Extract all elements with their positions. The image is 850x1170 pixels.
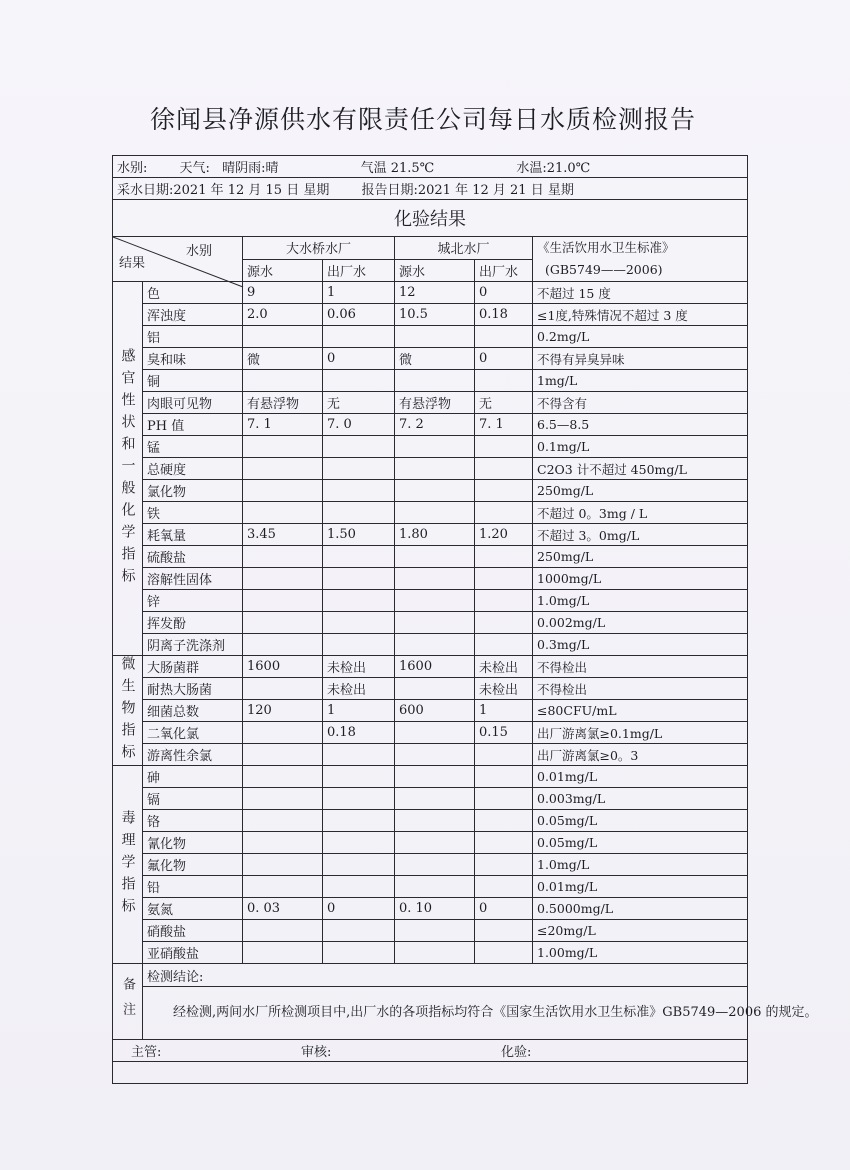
plant1-source-value: 0. 03 [243, 898, 323, 920]
item-name: 砷 [143, 766, 243, 788]
plant1-source-value [243, 942, 323, 964]
table-row [113, 590, 748, 612]
plant1-source-value [243, 722, 323, 744]
plant1-source-value: 120 [243, 700, 323, 722]
standard-value: 不超过 3。0mg/L [533, 524, 748, 546]
standard-value: 不得有异臭异味 [533, 348, 748, 370]
weather-value: 晴阴雨:晴 [222, 161, 279, 176]
table-row [113, 568, 748, 590]
plant1-outlet-value: 未检出 [323, 678, 395, 700]
item-name: 臭和味 [143, 348, 243, 370]
plant1-source-header: 源水 [243, 259, 323, 282]
toxic-category-label: 毒理学指标 [113, 766, 143, 964]
plant1-source-value [243, 876, 323, 898]
plant1-outlet-value [323, 590, 395, 612]
plant2-source-value [395, 942, 475, 964]
header-row-1 [113, 237, 748, 260]
standard-value: 0.1mg/L [533, 436, 748, 458]
plant1-outlet-value: 0 [323, 898, 395, 920]
table-row [113, 612, 748, 634]
standard-value: 不得检出 [533, 656, 748, 678]
item-name: 总硬度 [143, 458, 243, 480]
plant2-source-value [395, 612, 475, 634]
plant2-outlet-value [475, 942, 533, 964]
meta-row-1 [113, 156, 748, 178]
blank-cell [113, 1062, 748, 1084]
item-name: 氟化物 [143, 854, 243, 876]
report-date: 报告日期:2021 年 12 月 21 日 星期 [361, 183, 574, 198]
plant1-outlet-value [323, 480, 395, 502]
plant1-source-value [243, 744, 323, 766]
table-row [113, 876, 748, 898]
plant1-outlet-header: 出厂水 [323, 259, 395, 282]
plant1-outlet-value [323, 766, 395, 788]
item-name: 浑浊度 [143, 304, 243, 326]
plant2-outlet-value [475, 480, 533, 502]
table-row [113, 854, 748, 876]
plant1-outlet-value [323, 612, 395, 634]
plant1-outlet-value [323, 854, 395, 876]
plant1-source-value: 7. 1 [243, 414, 323, 436]
plant1-outlet-value [323, 436, 395, 458]
plant1-source-value [243, 502, 323, 524]
sample-date: 采水日期:2021 年 12 月 15 日 星期 [117, 183, 330, 198]
plant1-outlet-value [323, 634, 395, 656]
blank-row [113, 1062, 748, 1084]
item-name: 锰 [143, 436, 243, 458]
plant2-source-value [395, 766, 475, 788]
item-name: 镉 [143, 788, 243, 810]
plant1-source-value [243, 436, 323, 458]
tester-label: 化验: [501, 1045, 532, 1060]
plant1-outlet-value: 1.50 [323, 524, 395, 546]
table-row [113, 370, 748, 392]
standard-value: 250mg/L [533, 546, 748, 568]
standard-value: 1.0mg/L [533, 590, 748, 612]
plant2-source-value [395, 788, 475, 810]
table-row [113, 392, 748, 414]
meta-row-2 [113, 178, 748, 200]
conclusion-text: 经检测,两间水厂所检测项目中,出厂水的各项指标均符合《国家生活饮用水卫生标准》GB5749—2006 的规定。 [143, 987, 748, 1040]
item-name: 锌 [143, 590, 243, 612]
plant1-source-value [243, 590, 323, 612]
standard-value: 不超过 0。3mg / L [533, 502, 748, 524]
water-temperature: 水温:21.0℃ [516, 161, 591, 176]
plant2-outlet-value [475, 458, 533, 480]
table-row [113, 788, 748, 810]
plant2-source-value: 600 [395, 700, 475, 722]
item-name: 铜 [143, 370, 243, 392]
table-row [113, 304, 748, 326]
plant1-source-value: 1600 [243, 656, 323, 678]
plant2-outlet-value [475, 832, 533, 854]
plant2-source-value: 1600 [395, 656, 475, 678]
table-row [113, 810, 748, 832]
general-category-label: 感官性状和一般化学指标 [113, 282, 143, 656]
plant2-outlet-value [475, 788, 533, 810]
plant2-source-value [395, 876, 475, 898]
item-name: 硫酸盐 [143, 546, 243, 568]
plant1-outlet-value: 0 [323, 348, 395, 370]
section-title-row [113, 200, 748, 237]
plant2-source-value [395, 744, 475, 766]
table-row [113, 524, 748, 546]
plant2-outlet-value: 0 [475, 898, 533, 920]
plant2-source-value [395, 370, 475, 392]
plant2-source-value [395, 832, 475, 854]
plant1-outlet-value [323, 788, 395, 810]
item-name: 硝酸盐 [143, 920, 243, 942]
plant1-source-value: 有悬浮物 [243, 392, 323, 414]
table-row [113, 920, 748, 942]
item-name: 溶解性固体 [143, 568, 243, 590]
plant2-source-value [395, 480, 475, 502]
plant2-source-value: 12 [395, 282, 475, 304]
plant2-outlet-value [475, 876, 533, 898]
plant2-source-value [395, 458, 475, 480]
standard-title: 《生活饮用水卫生标准》 [537, 240, 675, 255]
plant1-outlet-value [323, 832, 395, 854]
plant2-outlet-value [475, 502, 533, 524]
header-water-type: 水别 [185, 244, 212, 259]
plant2-outlet-value [475, 370, 533, 392]
plant1-source-value [243, 458, 323, 480]
plant2-outlet-value: 7. 1 [475, 414, 533, 436]
table-row [113, 656, 748, 678]
plant2-source-value: 0. 10 [395, 898, 475, 920]
plant2-source-value [395, 326, 475, 348]
standard-value: 0.002mg/L [533, 612, 748, 634]
plant2-outlet-value: 1 [475, 700, 533, 722]
table-row [113, 898, 748, 920]
plant2-outlet-value: 未检出 [475, 656, 533, 678]
plant1-source-value [243, 480, 323, 502]
table-row [113, 480, 748, 502]
plant2-source-value [395, 568, 475, 590]
plant1-source-value: 2.0 [243, 304, 323, 326]
plant1-source-value [243, 766, 323, 788]
plant2-outlet-value: 0.15 [475, 722, 533, 744]
standard-value: 1mg/L [533, 370, 748, 392]
plant2-source-value: 1.80 [395, 524, 475, 546]
plant1-outlet-value [323, 326, 395, 348]
plant2-source-value [395, 590, 475, 612]
plant2-outlet-value [475, 590, 533, 612]
plant2-outlet-value: 无 [475, 392, 533, 414]
plant2-source-value [395, 436, 475, 458]
standard-value: 0.003mg/L [533, 788, 748, 810]
notes-row [113, 964, 748, 987]
plant2-outlet-value [475, 546, 533, 568]
plant2-outlet-value [475, 920, 533, 942]
table-row [113, 326, 748, 348]
report-title: 徐闻县净源供水有限责任公司每日水质检测报告 [150, 105, 697, 134]
plant2-outlet-value [475, 810, 533, 832]
plant1-source-value [243, 788, 323, 810]
standard-value: 6.5—8.5 [533, 414, 748, 436]
plant2-outlet-header: 出厂水 [475, 259, 533, 282]
header-result: 结果 [119, 256, 146, 271]
plant2-source-value: 微 [395, 348, 475, 370]
table-row [113, 700, 748, 722]
conclusion-row [113, 987, 748, 1040]
plant1-outlet-value [323, 810, 395, 832]
plant1-source-value [243, 678, 323, 700]
plant2-outlet-value: 1.20 [475, 524, 533, 546]
plant1-outlet-value [323, 942, 395, 964]
table-row [113, 348, 748, 370]
plant1-outlet-value: 未检出 [323, 656, 395, 678]
plant1-name: 大水桥水厂 [243, 237, 395, 260]
water-quality-table [112, 155, 818, 1084]
plant2-outlet-value: 0 [475, 348, 533, 370]
plant2-outlet-value [475, 634, 533, 656]
supervisor-label: 主管: [131, 1045, 162, 1060]
standard-value: ≤1度,特殊情况不超过 3 度 [533, 304, 748, 326]
plant1-source-value [243, 920, 323, 942]
standard-value: 0.01mg/L [533, 876, 748, 898]
plant1-outlet-value [323, 876, 395, 898]
standard-value: 0.2mg/L [533, 326, 748, 348]
plant1-outlet-value: 1 [323, 282, 395, 304]
item-name: 铝 [143, 326, 243, 348]
plant2-source-value [395, 502, 475, 524]
item-name: 挥发酚 [143, 612, 243, 634]
table-row [113, 436, 748, 458]
plant2-name: 城北水厂 [395, 237, 533, 260]
item-name: 细菌总数 [143, 700, 243, 722]
standard-value: ≤80CFU/mL [533, 700, 748, 722]
plant1-source-value [243, 568, 323, 590]
plant2-source-value: 10.5 [395, 304, 475, 326]
conclusion-label: 检测结论: [143, 964, 748, 987]
standard-value: 1.0mg/L [533, 854, 748, 876]
plant1-source-value [243, 832, 323, 854]
table-row [113, 766, 748, 788]
table-row [113, 502, 748, 524]
header-diagonal-cell [113, 237, 243, 282]
standard-value: 250mg/L [533, 480, 748, 502]
plant1-outlet-value: 1 [323, 700, 395, 722]
air-temperature: 气温 21.5℃ [360, 161, 435, 176]
item-name: 大肠菌群 [143, 656, 243, 678]
plant1-source-value [243, 370, 323, 392]
plant1-source-value [243, 546, 323, 568]
plant2-outlet-value [475, 612, 533, 634]
standard-value: 不超过 15 度 [533, 282, 748, 304]
plant2-outlet-value [475, 854, 533, 876]
plant2-outlet-value [475, 568, 533, 590]
plant2-outlet-value: 0.18 [475, 304, 533, 326]
item-name: 耐热大肠菌 [143, 678, 243, 700]
micro-category-label: 微生物指标 [113, 656, 143, 766]
item-name: 色 [143, 282, 243, 304]
standard-value: 0.05mg/L [533, 810, 748, 832]
item-name: 肉眼可见物 [143, 392, 243, 414]
standard-value: 0.05mg/L [533, 832, 748, 854]
item-name: 氯化物 [143, 480, 243, 502]
plant2-source-value: 7. 2 [395, 414, 475, 436]
table-row [113, 458, 748, 480]
plant2-source-header: 源水 [395, 259, 475, 282]
plant1-source-value [243, 854, 323, 876]
table-row [113, 546, 748, 568]
item-name: PH 值 [143, 414, 243, 436]
plant1-source-value: 9 [243, 282, 323, 304]
item-name: 耗氧量 [143, 524, 243, 546]
plant1-outlet-value: 0.18 [323, 722, 395, 744]
standard-code: (GB5749——2006) [545, 262, 663, 277]
section-title: 化验结果 [113, 200, 748, 237]
plant1-outlet-value [323, 568, 395, 590]
standard-value: ≤20mg/L [533, 920, 748, 942]
table-row [113, 722, 748, 744]
standard-value: C2O3 计不超过 450mg/L [533, 458, 748, 480]
plant1-source-value [243, 810, 323, 832]
standard-value: 1000mg/L [533, 568, 748, 590]
standard-value: 0.3mg/L [533, 634, 748, 656]
standard-header [533, 237, 748, 282]
table-row [113, 414, 748, 436]
plant2-outlet-value: 未检出 [475, 678, 533, 700]
standard-value: 不得检出 [533, 678, 748, 700]
notes-label: 备注 [113, 964, 143, 1040]
plant1-outlet-value [323, 744, 395, 766]
standard-value: 出厂游离氯≥0。3 [533, 744, 748, 766]
plant1-outlet-value [323, 458, 395, 480]
plant1-outlet-value: 0.06 [323, 304, 395, 326]
weather-label: 天气: [179, 161, 210, 176]
standard-value: 不得含有 [533, 392, 748, 414]
plant2-outlet-value [475, 326, 533, 348]
table-row [113, 744, 748, 766]
plant1-source-value [243, 612, 323, 634]
table-row [113, 634, 748, 656]
plant2-source-value: 有悬浮物 [395, 392, 475, 414]
item-name: 亚硝酸盐 [143, 942, 243, 964]
table-row [113, 678, 748, 700]
plant2-outlet-value [475, 436, 533, 458]
standard-value: 0.5000mg/L [533, 898, 748, 920]
plant1-source-value [243, 326, 323, 348]
plant2-source-value [395, 854, 475, 876]
item-name: 铅 [143, 876, 243, 898]
plant2-source-value [395, 634, 475, 656]
plant1-outlet-value [323, 546, 395, 568]
plant1-source-value: 微 [243, 348, 323, 370]
item-name: 铬 [143, 810, 243, 832]
plant2-source-value [395, 810, 475, 832]
plant2-outlet-value [475, 766, 533, 788]
table-row [113, 942, 748, 964]
plant2-outlet-value [475, 744, 533, 766]
signature-row [113, 1040, 748, 1062]
reviewer-label: 审核: [301, 1045, 332, 1060]
plant1-outlet-value: 无 [323, 392, 395, 414]
plant1-outlet-value [323, 370, 395, 392]
plant1-source-value [243, 634, 323, 656]
item-name: 阴离子洗涤剂 [143, 634, 243, 656]
plant1-outlet-value [323, 920, 395, 942]
plant2-source-value [395, 920, 475, 942]
standard-value: 出厂游离氯≥0.1mg/L [533, 722, 748, 744]
item-name: 游离性余氯 [143, 744, 243, 766]
item-name: 氰化物 [143, 832, 243, 854]
plant1-outlet-value: 7. 0 [323, 414, 395, 436]
water-type-label: 水别: [117, 161, 148, 176]
plant2-source-value [395, 678, 475, 700]
plant2-source-value [395, 546, 475, 568]
standard-value: 0.01mg/L [533, 766, 748, 788]
item-name: 氨氮 [143, 898, 243, 920]
plant2-source-value [395, 722, 475, 744]
plant2-outlet-value: 0 [475, 282, 533, 304]
item-name: 铁 [143, 502, 243, 524]
item-name: 二氧化氯 [143, 722, 243, 744]
standard-value: 1.00mg/L [533, 942, 748, 964]
table-row [113, 832, 748, 854]
plant1-outlet-value [323, 502, 395, 524]
plant1-source-value: 3.45 [243, 524, 323, 546]
